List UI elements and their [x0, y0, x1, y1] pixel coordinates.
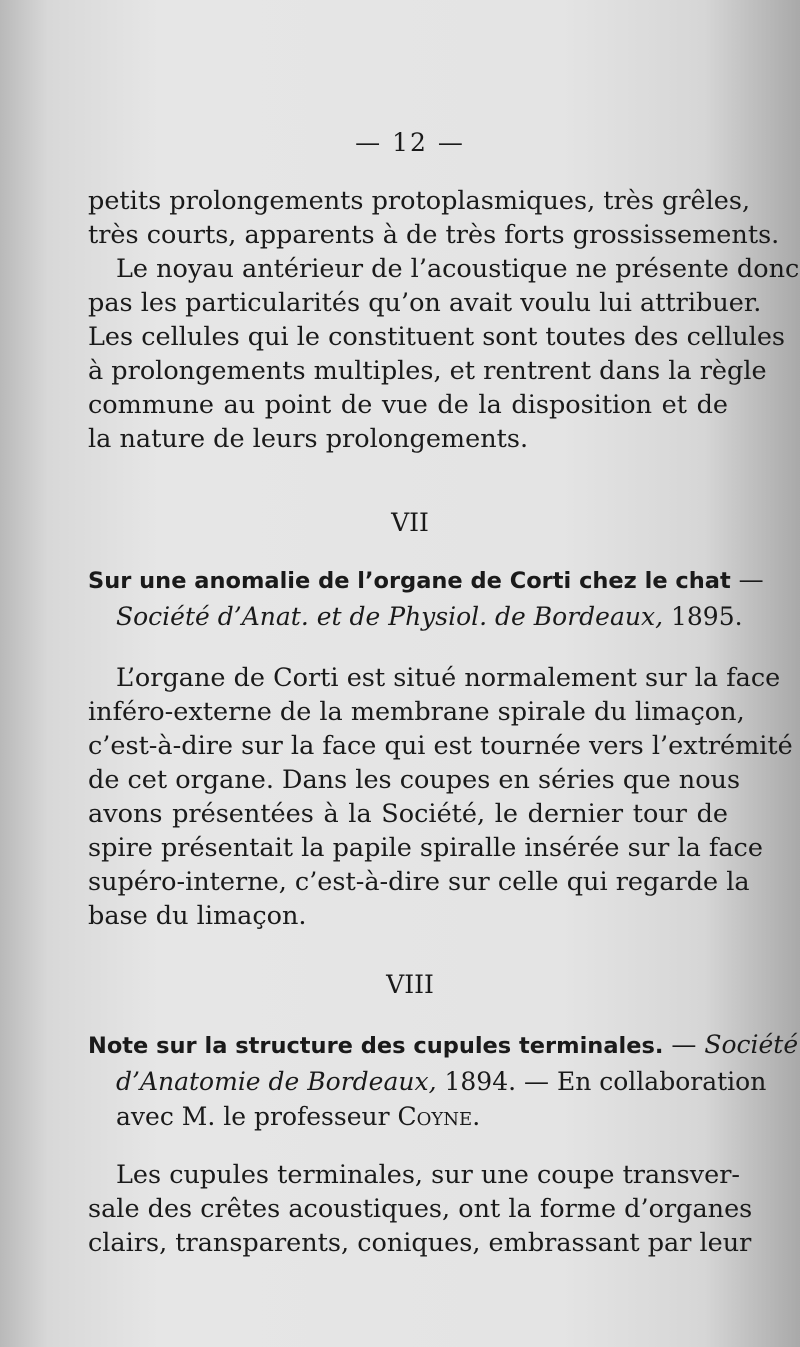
- section-number-viii: VIII: [386, 970, 434, 999]
- text-line: inféro-externe de la membrane spirale du limaçon,: [88, 697, 745, 727]
- citation-line: [88, 1064, 767, 1099]
- text-line: sale des crêtes acoustiques, ont la forme d’organes: [88, 1194, 753, 1224]
- collab-name: Coyne: [397, 1102, 473, 1131]
- text-line: supéro-interne, c’est-à-dire sur celle qui regarde la: [88, 867, 750, 897]
- collaboration-line: [88, 1099, 728, 1134]
- text-line: à prolongements multiples, et rentrent dans la règle: [88, 356, 767, 386]
- citation-year: 1895.: [663, 602, 743, 631]
- citation-line: [88, 599, 743, 634]
- citation-year: 1894. — En collaboration: [436, 1067, 767, 1096]
- citation-journal: Société d’Anat. et de Physiol. de Bordeaux,: [116, 602, 664, 631]
- text-line: Les cellules qui le constituent sont toutes des cellules: [88, 322, 786, 352]
- paragraph-continuation: [88, 184, 780, 252]
- text-line: spire présentait la papile spiralle insérée sur la face: [88, 833, 763, 863]
- title-line: [88, 1027, 799, 1064]
- title-dash: —: [730, 565, 764, 594]
- title-bold: Sur une anomalie de l’organe de Corti chez le chat: [88, 568, 731, 594]
- collab-suffix: .: [472, 1102, 481, 1131]
- text-line: avons présentées à la Société, le dernier tour de: [88, 799, 728, 829]
- page-number: — 12 —: [355, 128, 465, 157]
- text-line: base du limaçon.: [88, 901, 307, 931]
- text-line: L’organe de Corti est situé normalement sur la face: [116, 663, 781, 693]
- title-bold: Note sur la structure des cupules terminales.: [88, 1033, 664, 1059]
- citation-journal-part2: d’Anatomie de Bordeaux,: [116, 1067, 437, 1096]
- text-line: petits prolongements protoplasmiques, très grêles,: [88, 186, 751, 216]
- text-line: Les cupules terminales, sur une coupe transver-: [116, 1160, 741, 1190]
- citation-journal-part1: Société: [704, 1030, 799, 1059]
- paragraph-noyau: [88, 252, 800, 456]
- paragraph-cupules: [88, 1158, 753, 1260]
- text-line: commune au point de vue de la disposition et de: [88, 390, 728, 420]
- section-title-vii: [88, 562, 764, 634]
- text-line: pas les particularités qu’on avait voulu lui attribuer.: [88, 288, 762, 318]
- text-line: de cet organe. Dans les coupes en séries que nous: [88, 765, 741, 795]
- title-dash: —: [663, 1030, 705, 1059]
- section-title-viii: [88, 1027, 799, 1134]
- text-line: clairs, transparents, coniques, embrassant par leur: [88, 1228, 752, 1258]
- text-line: la nature de leurs prolongements.: [88, 424, 529, 454]
- text-line: Le noyau antérieur de l’acoustique ne présente donc: [116, 254, 800, 284]
- collab-prefix: avec M. le professeur: [116, 1102, 398, 1131]
- paragraph-organe-corti: [88, 661, 793, 933]
- text-line: c’est-à-dire sur la face qui est tournée vers l’extrémité: [88, 731, 793, 761]
- title-line: [88, 562, 764, 599]
- text-line: très courts, apparents à de très forts grossissements.: [88, 220, 780, 250]
- section-number-vii: VII: [391, 508, 429, 537]
